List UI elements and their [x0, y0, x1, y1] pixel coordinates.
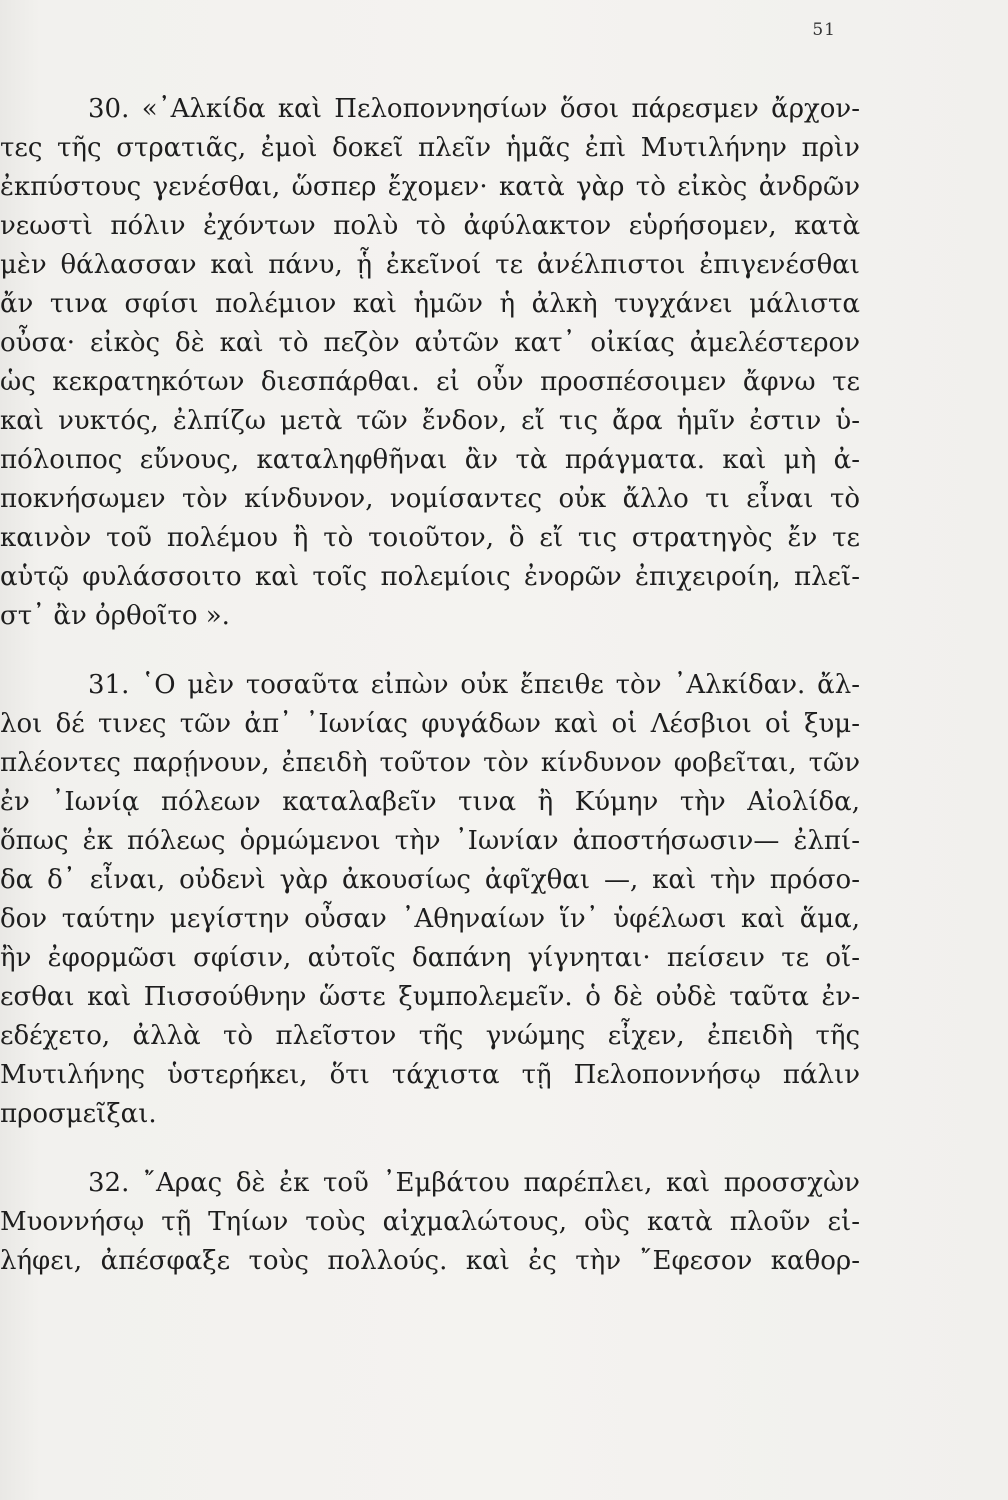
text-line: οὖσα· εἰκὸς δὲ καὶ τὸ πεζὸν αὐτῶν κατ᾿ οἰκίας ἀμελέστερον: [0, 328, 860, 358]
text-line: λοι δέ τινες τῶν ἀπ᾿ ᾿Ιωνίας φυγάδων καὶ οἱ Λέσβιοι οἱ ξυμ-: [0, 709, 860, 739]
text-line: ἐκπύστους γενέσθαι, ὥσπερ ἔχομεν· κατὰ γὰρ τὸ εἰκὸς ἀνδρῶν: [0, 172, 860, 202]
text-line: ποκνήσωμεν τὸν κίνδυνον, νομίσαντες οὐκ ἄλλο τι εἶναι τὸ: [0, 484, 860, 514]
text-line: ἐν ᾿Ιωνίᾳ πόλεων καταλαβεῖν τινα ἢ Κύμην τὴν Αἰολίδα,: [0, 787, 860, 817]
paragraph-gap: [0, 636, 860, 666]
text-line: δα δ᾿ εἶναι, οὐδενὶ γὰρ ἀκουσίως ἀφῖχθαι —, καὶ τὴν πρόσο-: [0, 865, 860, 895]
text-line: πλέοντες παρῄνουν, ἐπειδὴ τοῦτον τὸν κίνδυνον φοβεῖται, τῶν: [0, 748, 860, 778]
text-line: πόλοιπος εὔνους, καταληφθῆναι ἂν τὰ πράγματα. καὶ μὴ ἀ-: [0, 445, 860, 475]
text-line: προσμεῖξαι.: [0, 1099, 157, 1129]
text-line: Μυτιλήνης ὑστερήκει, ὅτι τάχιστα τῇ Πελοποννήσῳ πάλιν: [0, 1060, 860, 1090]
text-line: ὅπως ἐκ πόλεως ὁρμώμενοι τὴν ᾿Ιωνίαν ἀποστήσωσιν— ἐλπί-: [0, 826, 860, 856]
text-line: στ᾿ ἂν ὀρθοῖτο ».: [0, 601, 230, 631]
text-line: λήφει, ἀπέσφαξε τοὺς πολλούς. καὶ ἐς τὴν ῎Εφεσον καθορ-: [0, 1246, 860, 1276]
paragraph-gap: [0, 1134, 860, 1164]
text-line: καὶ νυκτός, ἐλπίζω μετὰ τῶν ἔνδον, εἴ τις ἄρα ἡμῖν ἐστιν ὑ-: [0, 406, 860, 436]
text-line: 31. ῾Ο μὲν τοσαῦτα εἰπὼν οὐκ ἔπειθε τὸν ᾿Αλκίδαν. ἄλ-: [88, 670, 860, 700]
paragraph-30: [0, 90, 860, 636]
page-number: 51: [812, 20, 836, 40]
text-line: ἢν ἐφορμῶσι σφίσιν, αὐτοῖς δαπάνη γίγνηται· πείσειν τε οἴ-: [0, 943, 860, 973]
text-line: Μυοννήσῳ τῇ Τηίων τοὺς αἰχμαλώτους, οὓς κατὰ πλοῦν εἰ-: [0, 1207, 860, 1237]
paragraph-31: [0, 666, 860, 1134]
paragraph-32: [0, 1164, 860, 1281]
text-line: μὲν θάλασσαν καὶ πάνυ, ᾗ ἐκεῖνοί τε ἀνέλπιστοι ἐπιγενέσθαι: [0, 250, 860, 280]
text-line: ὡς κεκρατηκότων διεσπάρθαι. εἰ οὖν προσπέσοιμεν ἄφνω τε: [0, 367, 860, 397]
text-line: ἄν τινα σφίσι πολέμιον καὶ ἡμῶν ἡ ἀλκὴ τυγχάνει μάλιστα: [0, 289, 860, 319]
text-line: 30. «᾿Αλκίδα καὶ Πελοποννησίων ὅσοι πάρεσμεν ἄρχον-: [88, 94, 860, 124]
text-line: καινὸν τοῦ πολέμου ἢ τὸ τοιοῦτον, ὃ εἴ τις στρατηγὸς ἔν τε: [0, 523, 860, 553]
text-line: νεωστὶ πόλιν ἐχόντων πολὺ τὸ ἀφύλακτον εὑρήσομεν, κατὰ: [0, 211, 860, 241]
body-text: [0, 90, 860, 1281]
text-line: δον ταύτην μεγίστην οὖσαν ᾿Αθηναίων ἵν᾿ ὑφέλωσι καὶ ἅμα,: [0, 904, 860, 934]
text-line: αὑτῷ φυλάσσοιτο καὶ τοῖς πολεμίοις ἐνορῶν ἐπιχειροίη, πλεῖ-: [0, 562, 860, 592]
text-line: εδέχετο, ἀλλὰ τὸ πλεῖστον τῆς γνώμης εἶχεν, ἐπειδὴ τῆς: [0, 1021, 860, 1051]
text-line: τες τῆς στρατιᾶς, ἐμοὶ δοκεῖ πλεῖν ἡμᾶς ἐπὶ Μυτιλήνην πρὶν: [0, 133, 860, 163]
text-line: 32. ῎Αρας δὲ ἐκ τοῦ ᾿Εμβάτου παρέπλει, καὶ προσσχὼν: [88, 1168, 860, 1198]
text-line: εσθαι καὶ Πισσούθνην ὥστε ξυμπολεμεῖν. ὁ δὲ οὐδὲ ταῦτα ἐν-: [0, 982, 860, 1012]
